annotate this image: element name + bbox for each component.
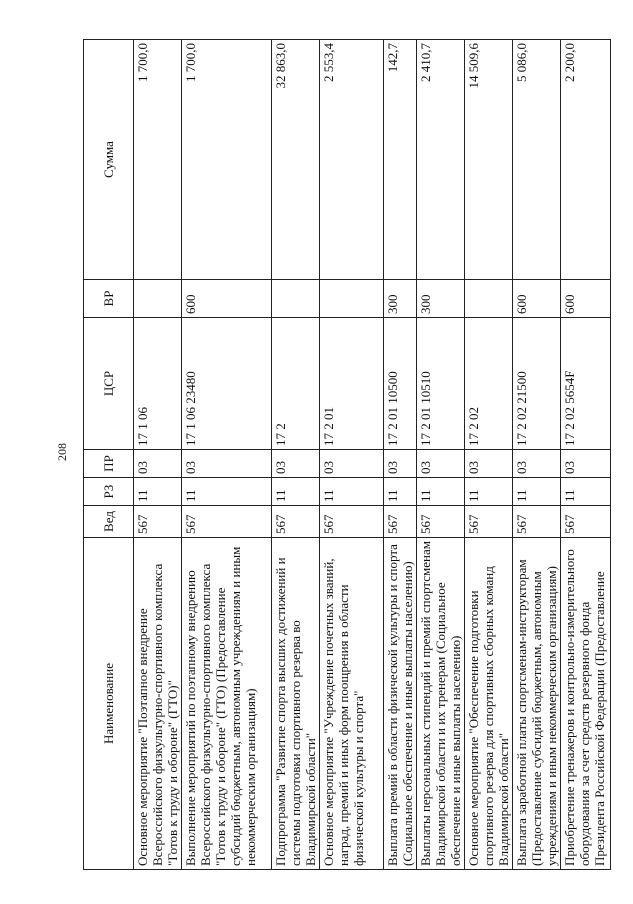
cell-rz: 11	[561, 478, 611, 506]
cell-name: Подпрограмма "Развитие спорта высших достижений и системы подготовки спортивного резерва во Владимирской области"	[272, 538, 320, 870]
cell-ved: 567	[513, 506, 561, 538]
cell-vr: 600	[513, 280, 561, 318]
cell-rz: 11	[320, 478, 384, 506]
cell-name: Приобретение тренажеров и контрольно-измерительного оборудования за счет средств резервного фонда Президента Российской Федерации (Предоставление	[561, 538, 611, 870]
cell-rz: 11	[465, 478, 513, 506]
cell-ved: 567	[384, 506, 417, 538]
cell-vr: 600	[182, 280, 272, 318]
header-vr: ВР	[84, 280, 134, 318]
rotated-page	[83, 40, 607, 870]
cell-sum: 2 200,0	[561, 40, 611, 280]
cell-rz: 11	[513, 478, 561, 506]
cell-csr: 17 2 02 21500	[513, 318, 561, 450]
cell-ved: 567	[134, 506, 182, 538]
budget-table	[83, 39, 611, 870]
cell-vr	[272, 280, 320, 318]
cell-csr: 17 1 06 23480	[182, 318, 272, 450]
header-pr: ПР	[84, 450, 134, 478]
cell-csr: 17 1 06	[134, 318, 182, 450]
cell-name: Выплата премий в области физической культуры и спорта (Социальное обеспечение и иные выплаты населению)	[384, 538, 417, 870]
cell-csr: 17 2 01	[320, 318, 384, 450]
cell-csr: 17 2 01 10510	[417, 318, 465, 450]
table-row	[561, 40, 611, 870]
cell-sum: 14 509,6	[465, 40, 513, 280]
cell-name: Выплаты персональных стипендий и премий спортсменам Владимирской области и их тренерам (Социальное обеспечение и иные выплаты населению)	[417, 538, 465, 870]
cell-vr: 300	[417, 280, 465, 318]
cell-sum: 142,7	[384, 40, 417, 280]
header-csr: ЦСР	[84, 318, 134, 450]
cell-pr: 03	[182, 450, 272, 478]
cell-ved: 567	[417, 506, 465, 538]
cell-sum: 5 086,0	[513, 40, 561, 280]
cell-ved: 567	[320, 506, 384, 538]
cell-pr: 03	[561, 450, 611, 478]
table-row	[134, 40, 182, 870]
header-ved: Вед	[84, 506, 134, 538]
cell-rz: 11	[182, 478, 272, 506]
cell-name: Выплата заработной платы спортсменам-инструкторам (Предоставление субсидий бюджетным, автономным учреждениям и иным некоммерческим организациям)	[513, 538, 561, 870]
cell-sum: 2 410,7	[417, 40, 465, 280]
cell-pr: 03	[134, 450, 182, 478]
cell-csr: 17 2	[272, 318, 320, 450]
cell-vr	[134, 280, 182, 318]
cell-ved: 567	[272, 506, 320, 538]
cell-rz: 11	[384, 478, 417, 506]
table-row	[417, 40, 465, 870]
cell-name: Основное мероприятие "Учреждение почетных званий, наград, премий и иных форм поощрения в области физической культуры и спорта"	[320, 538, 384, 870]
cell-pr: 03	[272, 450, 320, 478]
table-row	[320, 40, 384, 870]
table-row	[384, 40, 417, 870]
cell-vr: 600	[561, 280, 611, 318]
cell-pr: 03	[384, 450, 417, 478]
cell-pr: 03	[465, 450, 513, 478]
cell-name: Основное мероприятие "Обеспечение подготовки спортивного резерва для спортивных сборных команд Владимирской области"	[465, 538, 513, 870]
cell-csr: 17 2 02 5654F	[561, 318, 611, 450]
cell-sum: 32 863,0	[272, 40, 320, 280]
cell-rz: 11	[272, 478, 320, 506]
page-number: 208	[55, 443, 69, 461]
header-rz: РЗ	[84, 478, 134, 506]
cell-ved: 567	[561, 506, 611, 538]
table-row	[465, 40, 513, 870]
cell-rz: 11	[417, 478, 465, 506]
cell-csr: 17 2 02	[465, 318, 513, 450]
cell-ved: 567	[465, 506, 513, 538]
cell-rz: 11	[134, 478, 182, 506]
cell-pr: 03	[417, 450, 465, 478]
cell-name: Выполнение мероприятий по поэтапному внедрению Всероссийского физкультурно-спортивного комплекса "Готов к труду и обороне" (ГТО) (Предоставление субсидий бюджетным, автономным учреждениям и иным некоммерческим организациям)	[182, 538, 272, 870]
cell-name: Основное мероприятие "Поэтапное внедрение Всероссийского физкультурно-спортивного комплекса "Готов к труду и обороне" (ГТО)"	[134, 538, 182, 870]
header-sum: Сумма	[84, 40, 134, 280]
cell-pr: 03	[513, 450, 561, 478]
cell-vr: 300	[384, 280, 417, 318]
cell-csr: 17 2 01 10500	[384, 318, 417, 450]
cell-sum: 2 553,4	[320, 40, 384, 280]
cell-ved: 567	[182, 506, 272, 538]
cell-pr: 03	[320, 450, 384, 478]
cell-vr	[320, 280, 384, 318]
table-row	[272, 40, 320, 870]
header-row	[84, 40, 134, 870]
cell-sum: 1 700,0	[134, 40, 182, 280]
header-name: Наименование	[84, 538, 134, 870]
table-row	[513, 40, 561, 870]
cell-vr	[465, 280, 513, 318]
table-row	[182, 40, 272, 870]
cell-sum: 1 700,0	[182, 40, 272, 280]
